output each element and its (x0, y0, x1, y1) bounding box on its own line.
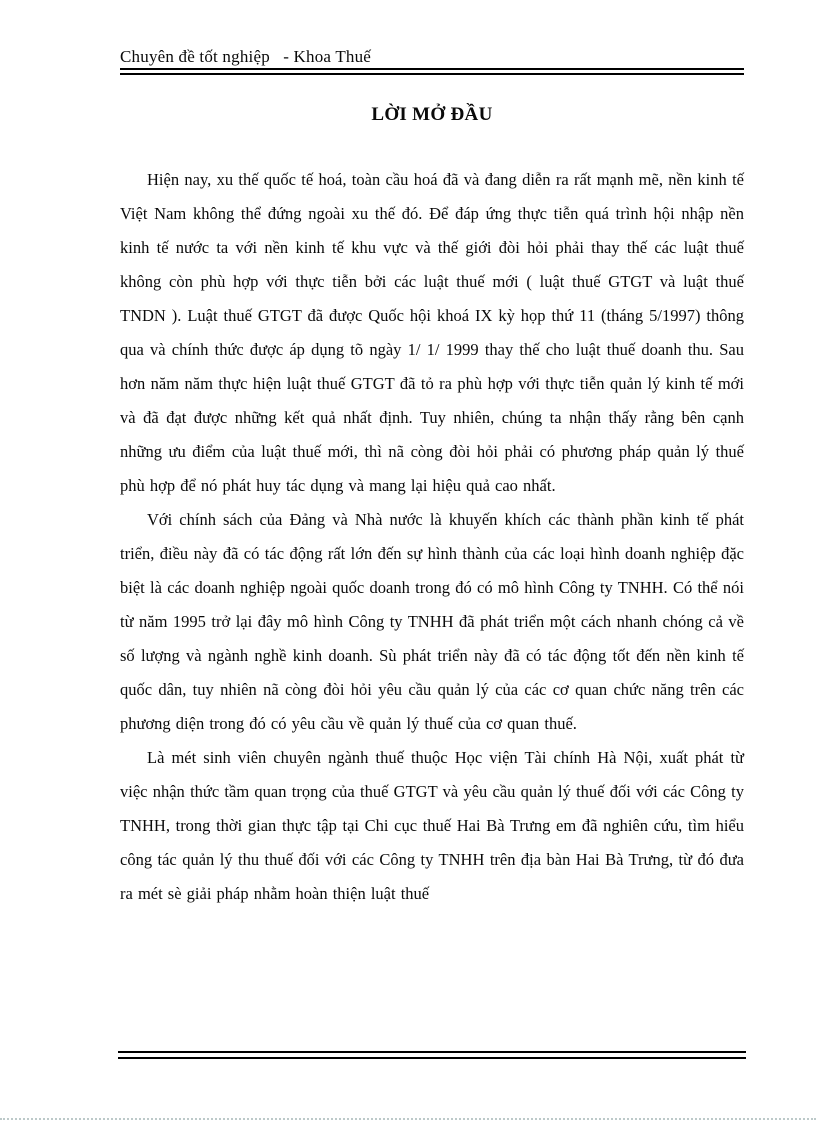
document-body (120, 163, 744, 911)
header-underline-row (120, 46, 744, 70)
paragraph-2: Với chính sách của Đảng và Nhà nước là khuyến khích các thành phần kinh tế phát triển, điều này đã có tác động rất lớn đến sự hình thành của các loại hình doanh nghiệp đặc biệt là các doanh nghiệp ngoài quốc doanh trong đó có mô hình Công ty TNHH. Có thể nói từ năm 1995 trở lại đây mô hình Công ty TNHH đã phát triển một cách nhanh chóng cả về số lượng và ngành nghề kinh doanh. Sù phát triển này đã có tác động tốt đến nền kinh tế quốc dân, tuy nhiên nã còng đòi hỏi yêu cầu quản lý của các cơ quan chức năng trên các phương diện trong đó có yêu cầu về quản lý thuế của cơ quan thuế. (120, 510, 744, 733)
page-title: LỜI MỞ ĐẦU (371, 104, 493, 125)
header-rule (120, 73, 744, 75)
header-text: Chuyên đề tốt nghiệp - Khoa Thuế (120, 47, 372, 66)
page-bottom-dotted-edge (0, 1118, 816, 1120)
page-header (120, 46, 744, 75)
paragraph-1: Hiện nay, xu thế quốc tế hoá, toàn cầu hoá đã và đang diễn ra rất mạnh mẽ, nền kinh tế Việt Nam không thể đứng ngoài xu thế đó. Để đáp ứng thực tiễn quá trình hội nhập nền kinh tế nước ta với nền kinh tế khu vực và thế giới đòi hỏi phải thay thế các luật thuế không còn phù hợp với thực tiễn bởi các luật thuế mới ( luật thuế GTGT và luật thuế TNDN ). Luật thuế GTGT đã được Quốc hội khoá IX kỳ họp thứ 11 (tháng 5/1997) thông qua và chính thức được áp dụng tõ ngày 1/ 1/ 1999 thay thế cho luật thuế doanh thu. Sau hơn năm năm thực hiện luật thuế GTGT đã tỏ ra phù hợp với thực tiễn quản lý kinh tế mới và đã đạt được những kết quả nhất định. Tuy nhiên, chúng ta nhận thấy rằng bên cạnh những ưu điểm của luật thuế mới, thì nã còng đòi hỏi phải có phương pháp quản lý thuế phù hợp để nó phát huy tác dụng và mang lại hiệu quả cao nhất. (120, 170, 744, 495)
footer-rule (118, 1051, 746, 1059)
paragraph-3: Là mét sinh viên chuyên ngành thuế thuộc Học viện Tài chính Hà Nội, xuất phát từ việc nhận thức tầm quan trọng của thuế GTGT và yêu cầu quản lý thuế đối với các Công ty TNHH, trong thời gian thực tập tại Chi cục thuế Hai Bà Trưng em đã nghiên cứu, tìm hiểu công tác quản lý thu thuế đối với các Công ty TNHH trên địa bàn Hai Bà Trưng, từ đó đưa ra mét sè giải pháp nhằm hoàn thiện luật thuế (120, 748, 744, 903)
